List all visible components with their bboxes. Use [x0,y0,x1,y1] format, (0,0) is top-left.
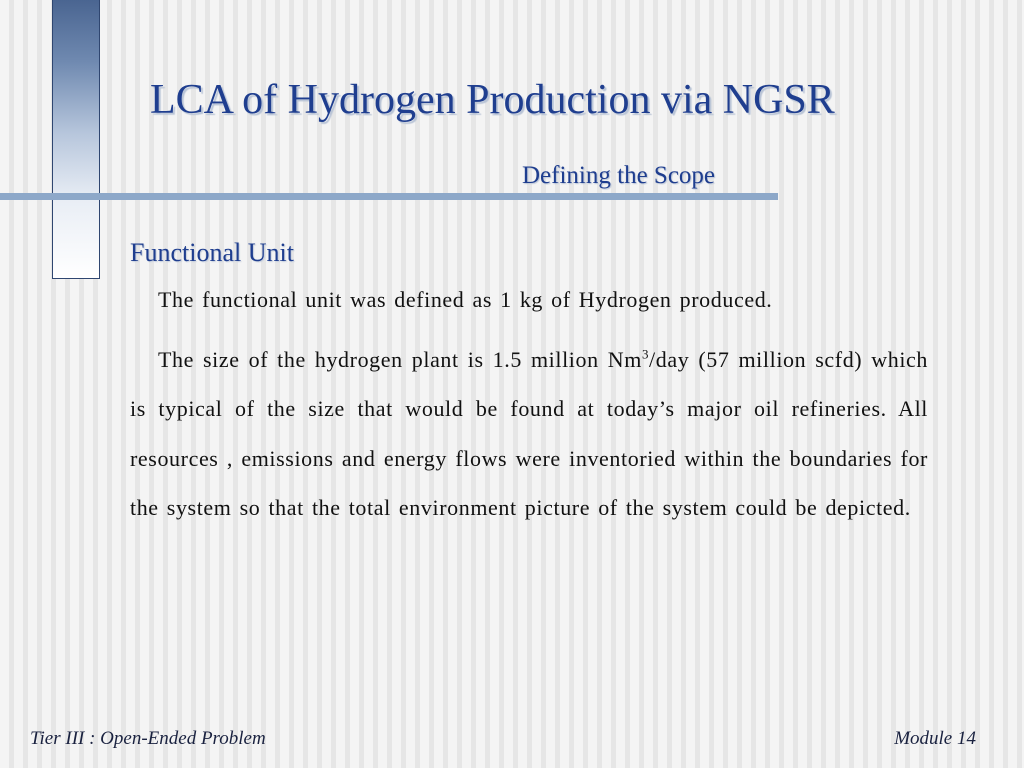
paragraph-plant-size [130,335,928,533]
footer-module-label: Module 14 [894,728,976,749]
slide-title: LCA of Hydrogen Production via NGSR [150,77,835,123]
superscript-cubed: 3 [641,346,650,362]
paragraph-functional-unit: The functional unit was defined as 1 kg of Hydrogen produced. [158,287,773,312]
plant-size-text-end: /day (57 million scfd) which is typical of the size that would be found at today’s major oil refineries. All resources , emissions and energy flows were inventoried within the boundaries for the system so that the total environment picture of the system could be depicted. [130,346,928,520]
body-text [130,275,928,543]
plant-size-text-start: The size of the hydrogen plant is 1.5 million Nm [158,346,642,372]
footer-tier-label: Tier III : Open-Ended Problem [30,728,266,749]
decorative-side-bar [52,0,100,279]
slide-subtitle: Defining the Scope [522,162,716,189]
section-heading: Functional Unit [130,238,294,267]
title-underline-rule [0,193,778,200]
